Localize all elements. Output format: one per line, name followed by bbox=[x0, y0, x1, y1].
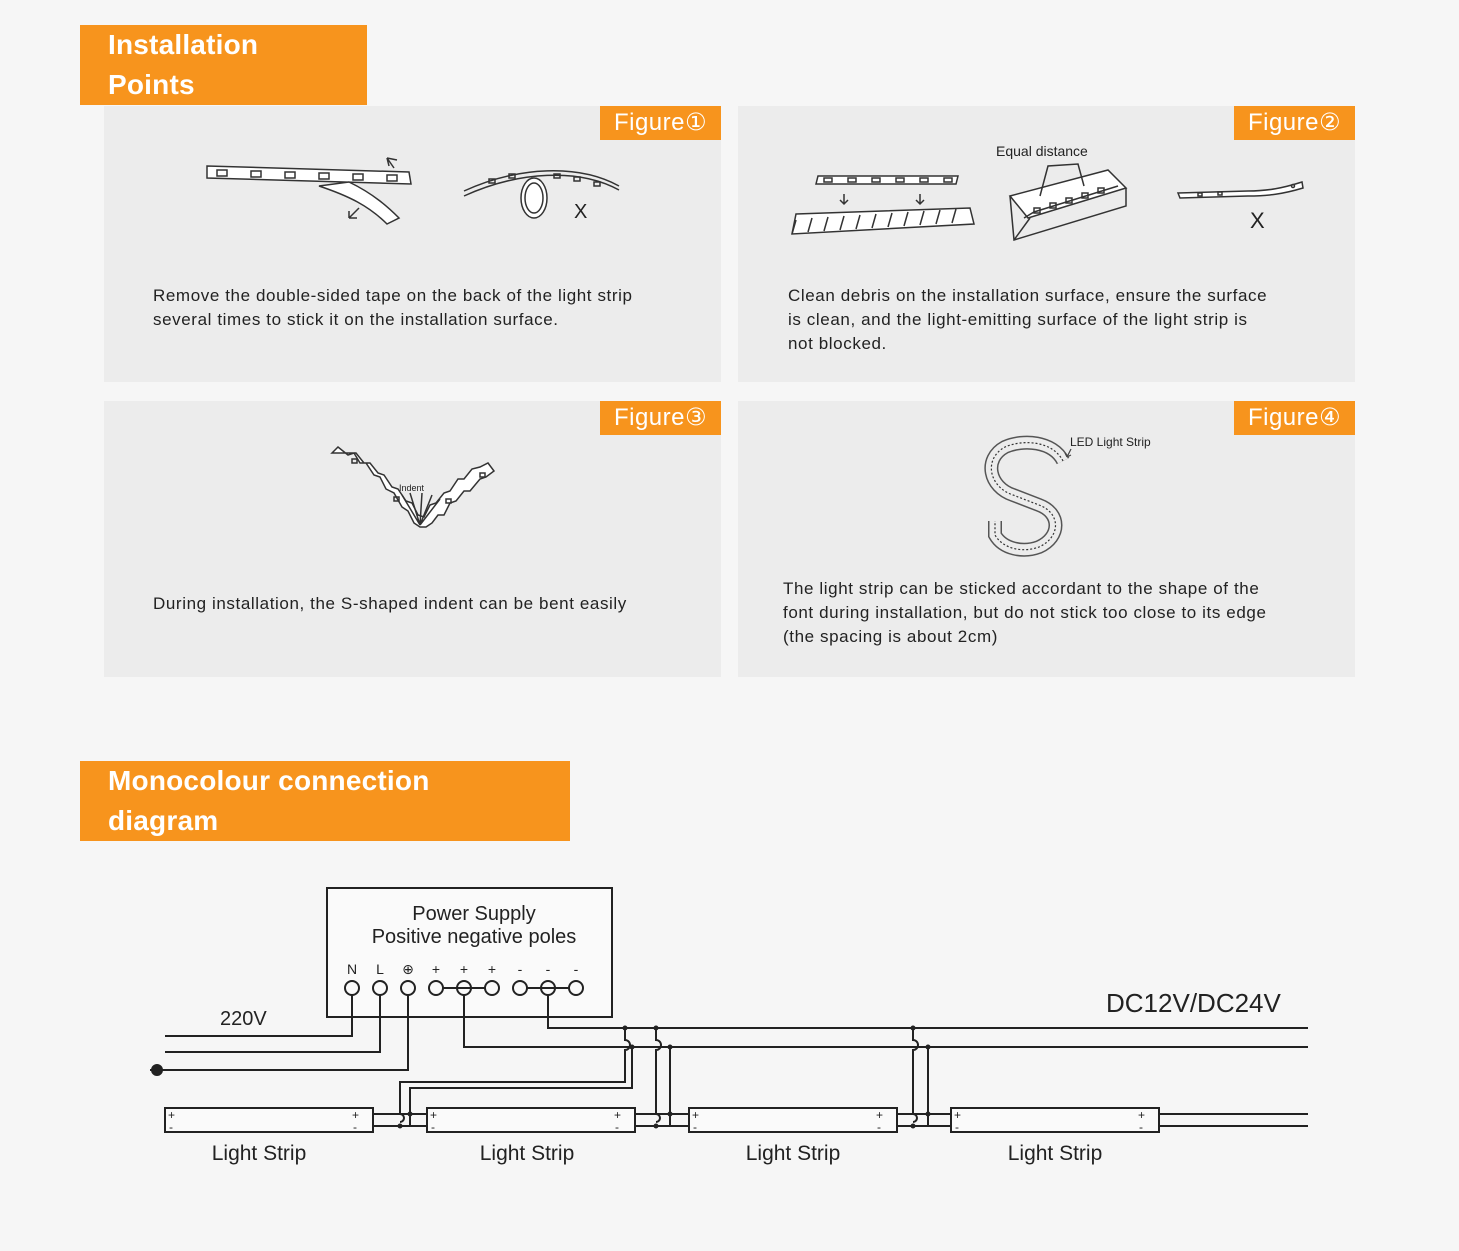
light-strip-label: Light Strip bbox=[745, 1142, 841, 1165]
figure-4-desc-line: font during installation, but do not stick too close to its edge bbox=[783, 603, 1267, 622]
figure-1-panel bbox=[104, 106, 721, 382]
figure-2-desc-line: is clean, and the light-emitting surface of the light strip is bbox=[788, 310, 1248, 329]
figure-1-desc-line: Remove the double-sided tape on the back of the light strip bbox=[153, 286, 633, 305]
figure-2-desc-line: not blocked. bbox=[788, 334, 887, 353]
strip-minus-mark: - bbox=[1139, 1120, 1143, 1134]
strip-minus-mark: - bbox=[693, 1120, 697, 1134]
figure-4-badge: Figure④ bbox=[1234, 401, 1355, 435]
strip-plus-mark: + bbox=[876, 1108, 884, 1122]
terminal-label: + bbox=[431, 961, 441, 977]
figure-4-desc-line: (the spacing is about 2cm) bbox=[783, 627, 998, 646]
strip-plus-mark: + bbox=[168, 1108, 176, 1122]
figure-4-desc-line: The light strip can be sticked accordant to the shape of the bbox=[783, 579, 1260, 598]
figure-1-x-mark: X bbox=[574, 201, 588, 223]
strip-plus-mark: + bbox=[352, 1108, 360, 1122]
terminal-label: + bbox=[487, 961, 497, 977]
installation-points-title: Installation Points bbox=[80, 25, 367, 105]
s-shape-illustration bbox=[983, 431, 1203, 561]
light-strip-label: Light Strip bbox=[211, 1142, 307, 1165]
terminal-label: L bbox=[376, 961, 384, 977]
strip-plus-mark: + bbox=[692, 1108, 700, 1122]
terminal-label: ⊕ bbox=[402, 961, 414, 977]
strip-plus-mark: + bbox=[430, 1108, 438, 1122]
strip-minus-mark: - bbox=[955, 1120, 959, 1134]
wiring-diagram bbox=[0, 860, 1459, 1200]
strip-plus-mark: + bbox=[614, 1108, 622, 1122]
indent-label: Indent bbox=[399, 483, 425, 493]
input-voltage-label: 220V bbox=[220, 1008, 267, 1030]
figure-4-description bbox=[783, 577, 1348, 649]
strip-minus-mark: - bbox=[353, 1120, 357, 1134]
figure-2-description bbox=[788, 284, 1348, 356]
strip-minus-mark: - bbox=[169, 1120, 173, 1134]
peel-tape-illustration bbox=[199, 146, 719, 276]
terminal-label: + bbox=[459, 961, 469, 977]
clean-surface-illustration bbox=[778, 136, 1358, 276]
figure-3-description bbox=[153, 592, 713, 616]
equal-distance-label: Equal distance bbox=[996, 143, 1088, 159]
figure-3-badge: Figure③ bbox=[600, 401, 721, 435]
figure-4-panel bbox=[738, 401, 1355, 677]
terminal-label: - bbox=[573, 961, 579, 977]
figure-2-panel bbox=[738, 106, 1355, 382]
output-voltage-label: DC12V/DC24V bbox=[1106, 988, 1281, 1018]
led-light-strip-label: LED Light Strip bbox=[1070, 435, 1151, 449]
strip-plus-mark: + bbox=[954, 1108, 962, 1122]
light-strip-label: Light Strip bbox=[1007, 1142, 1103, 1165]
positive-negative-poles-label: Positive negative poles bbox=[371, 926, 577, 948]
strip-minus-mark: - bbox=[615, 1120, 619, 1134]
strip-minus-mark: - bbox=[877, 1120, 881, 1134]
light-strip-label: Light Strip bbox=[479, 1142, 575, 1165]
strip-plus-mark: + bbox=[1138, 1108, 1146, 1122]
terminal-label: - bbox=[517, 961, 523, 977]
terminal-label: N bbox=[346, 961, 358, 977]
strip-minus-mark: - bbox=[431, 1120, 435, 1134]
figure-3-desc-line: During installation, the S-shaped indent can be bent easily bbox=[153, 594, 627, 613]
terminal-label: - bbox=[545, 961, 551, 977]
figure-2-desc-line: Clean debris on the installation surface, ensure the surface bbox=[788, 286, 1268, 305]
figure-1-desc-line: several times to stick it on the installation surface. bbox=[153, 310, 559, 329]
figure-1-description bbox=[153, 284, 713, 332]
figure-3-panel bbox=[104, 401, 721, 677]
s-indent-illustration bbox=[324, 441, 524, 551]
monocolour-connection-title: Monocolour connection diagram bbox=[80, 761, 570, 841]
figure-1-badge: Figure① bbox=[600, 106, 721, 140]
power-supply-label: Power Supply bbox=[412, 903, 536, 925]
figure-2-x-mark: X bbox=[1250, 208, 1265, 233]
figure-2-badge: Figure② bbox=[1234, 106, 1355, 140]
